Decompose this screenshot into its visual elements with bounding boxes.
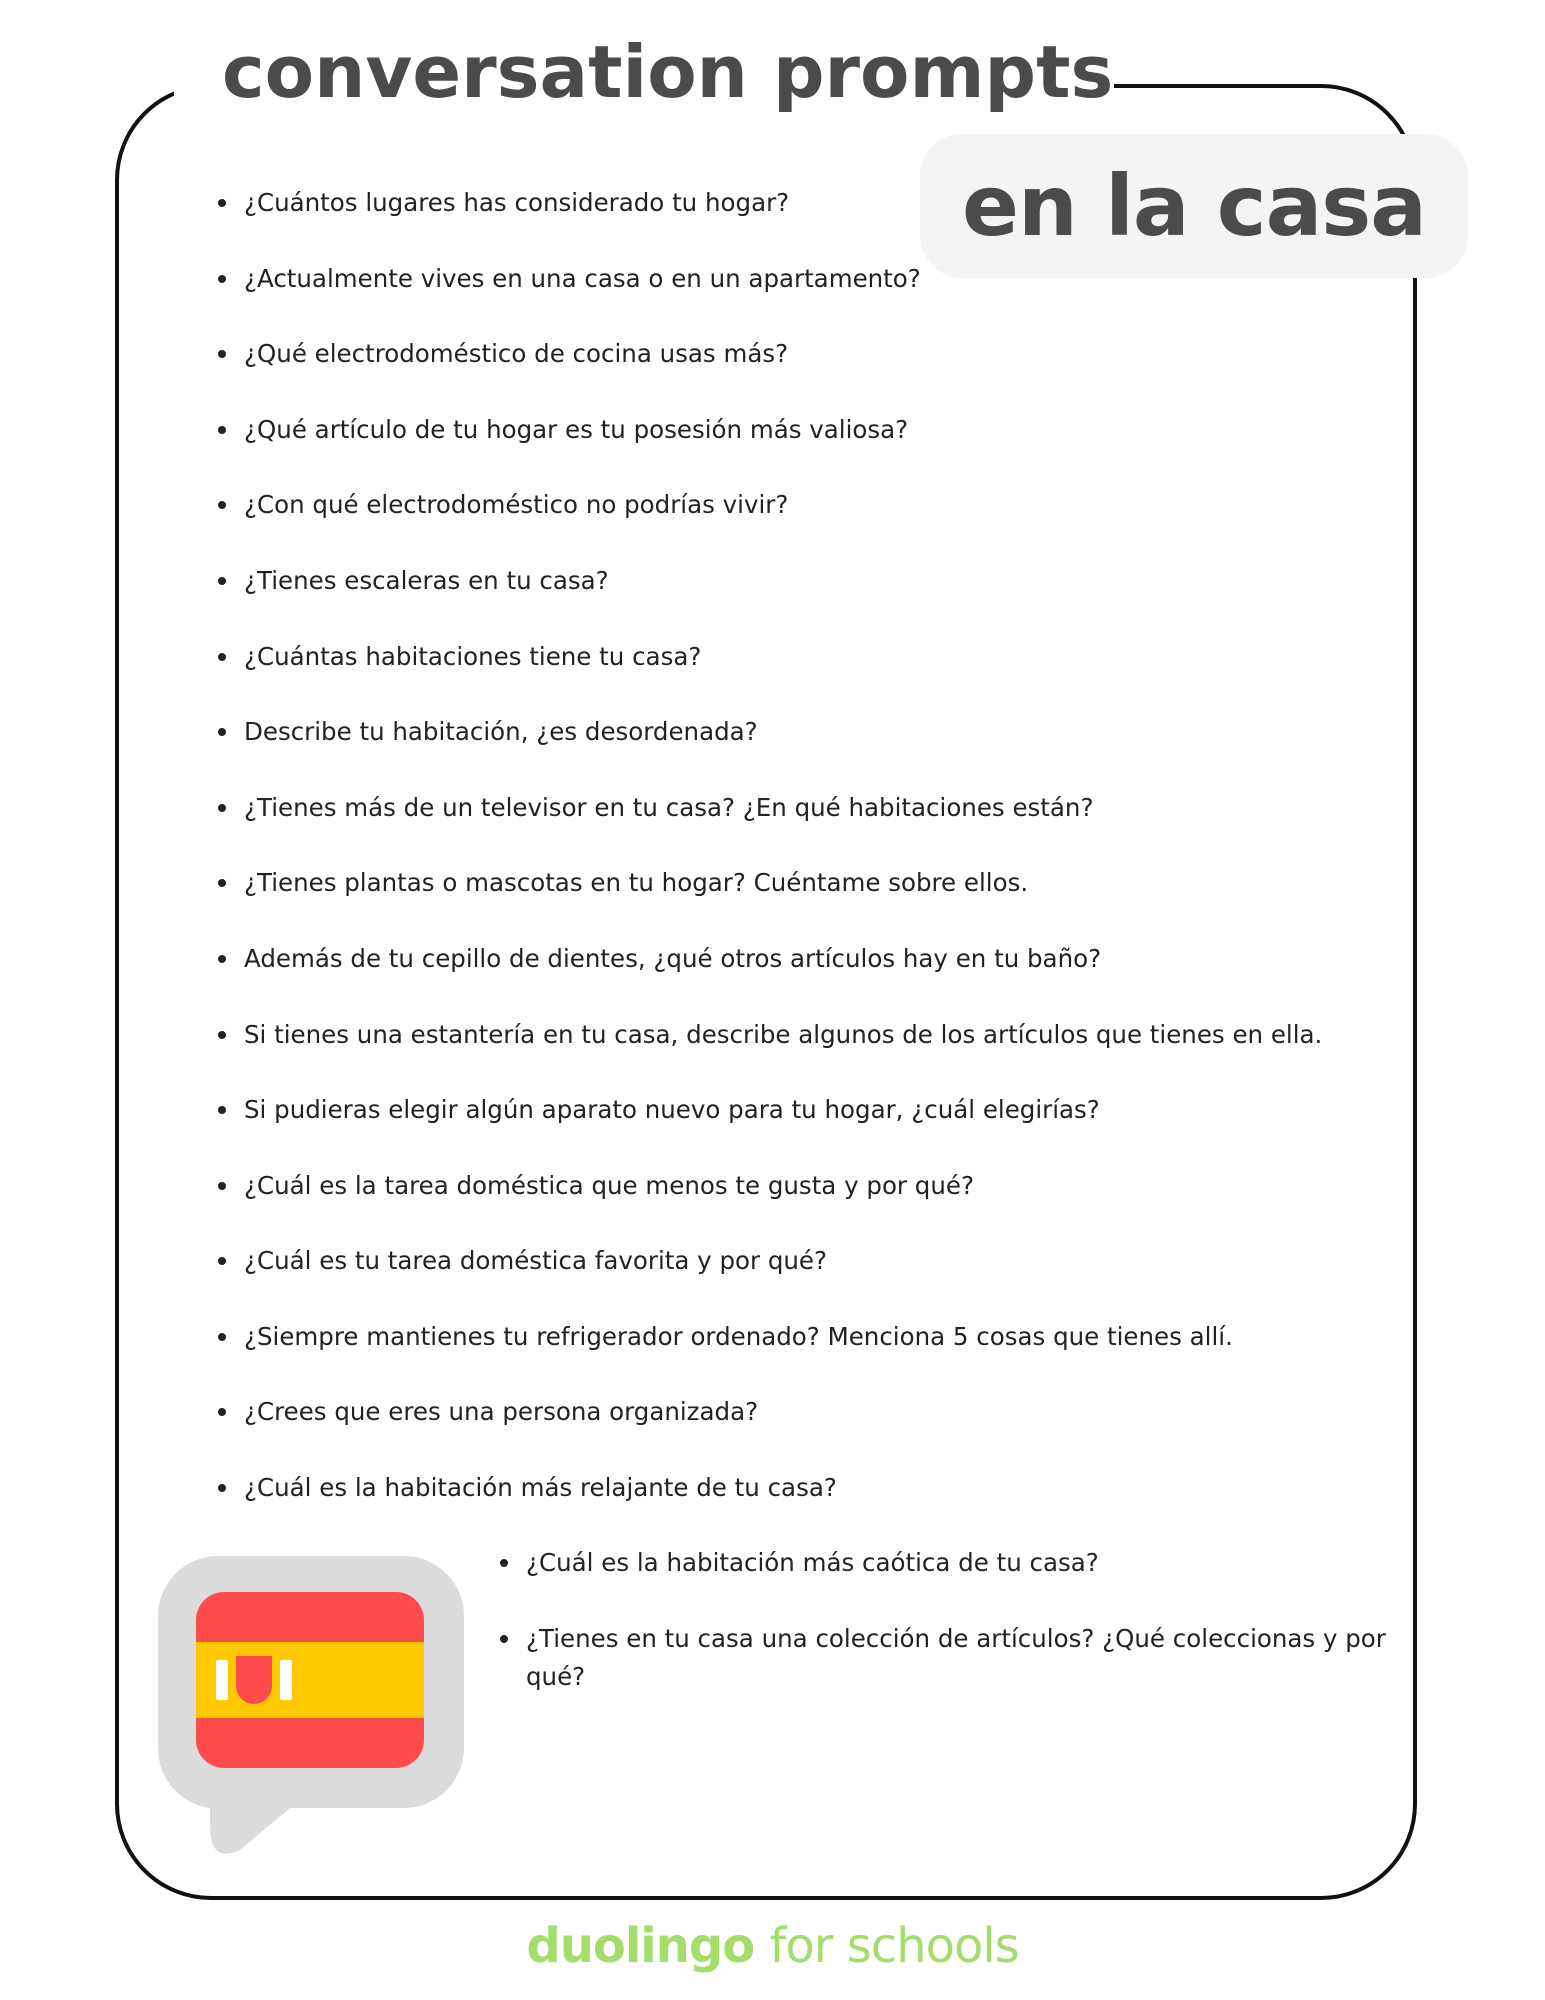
list-item: ¿Cuántas habitaciones tiene tu casa? (244, 638, 701, 676)
bullet-icon (218, 1333, 226, 1341)
bullet-icon (218, 577, 226, 585)
list-item: ¿Qué artículo de tu hogar es tu posesión más valiosa? (244, 411, 908, 449)
list-item: ¿Tienes en tu casa una colección de artículos? ¿Qué coleccionas y por qué? (526, 1620, 1406, 1696)
list-item: ¿Con qué electrodoméstico no podrías vivir? (244, 486, 788, 524)
list-item: ¿Crees que eres una persona organizada? (244, 1393, 758, 1431)
bullet-icon (218, 955, 226, 963)
list-item: Si pudieras elegir algún aparato nuevo para tu hogar, ¿cuál elegirías? (244, 1091, 1100, 1129)
list-item: ¿Qué electrodoméstico de cocina usas más? (244, 335, 788, 373)
bullet-icon (500, 1559, 508, 1567)
bullet-icon (500, 1635, 508, 1643)
bullet-icon (218, 501, 226, 509)
bullet-icon (218, 1182, 226, 1190)
list-item: Además de tu cepillo de dientes, ¿qué otros artículos hay en tu baño? (244, 940, 1101, 978)
bullet-icon (218, 426, 226, 434)
bullet-icon (218, 1106, 226, 1114)
list-item: ¿Cuál es la habitación más relajante de tu casa? (244, 1469, 837, 1507)
bullet-icon (218, 653, 226, 661)
list-item: ¿Siempre mantienes tu refrigerador ordenado? Menciona 5 cosas que tienes allí. (244, 1318, 1233, 1356)
list-item: ¿Tienes escaleras en tu casa? (244, 562, 609, 600)
list-item: ¿Tienes plantas o mascotas en tu hogar? Cuéntame sobre ellos. (244, 864, 1028, 902)
bullet-icon (218, 1408, 226, 1416)
list-item: Si tienes una estantería en tu casa, describe algunos de los artículos que tienes en ella. (244, 1016, 1322, 1054)
list-item: ¿Cuál es la tarea doméstica que menos te gusta y por qué? (244, 1167, 974, 1205)
bullet-icon (218, 1484, 226, 1492)
footer-logo (0, 1918, 1545, 1974)
topic-title: en la casa (962, 157, 1426, 255)
bullet-icon (218, 1031, 226, 1039)
list-item: ¿Cuál es la habitación más caótica de tu casa? (526, 1544, 1099, 1582)
topic-badge (920, 134, 1468, 278)
bullet-icon (218, 275, 226, 283)
bullet-icon (218, 199, 226, 207)
page-title: conversation prompts (222, 30, 1114, 114)
list-item: ¿Tienes más de un televisor en tu casa? ¿En qué habitaciones están? (244, 789, 1093, 827)
bullet-icon (218, 1257, 226, 1265)
bullet-icon (218, 879, 226, 887)
spain-flag-speech-bubble-icon (158, 1556, 464, 1854)
list-item: ¿Cuántos lugares has considerado tu hogar? (244, 184, 789, 222)
list-item: Describe tu habitación, ¿es desordenada? (244, 713, 758, 751)
footer-tagline: for schools (769, 1918, 1019, 1974)
list-item: ¿Cuál es tu tarea doméstica favorita y por qué? (244, 1242, 827, 1280)
bullet-icon (218, 804, 226, 812)
bullet-icon (218, 350, 226, 358)
footer-brand: duolingo (526, 1918, 755, 1974)
bullet-icon (218, 728, 226, 736)
list-item: ¿Actualmente vives en una casa o en un apartamento? (244, 260, 921, 298)
